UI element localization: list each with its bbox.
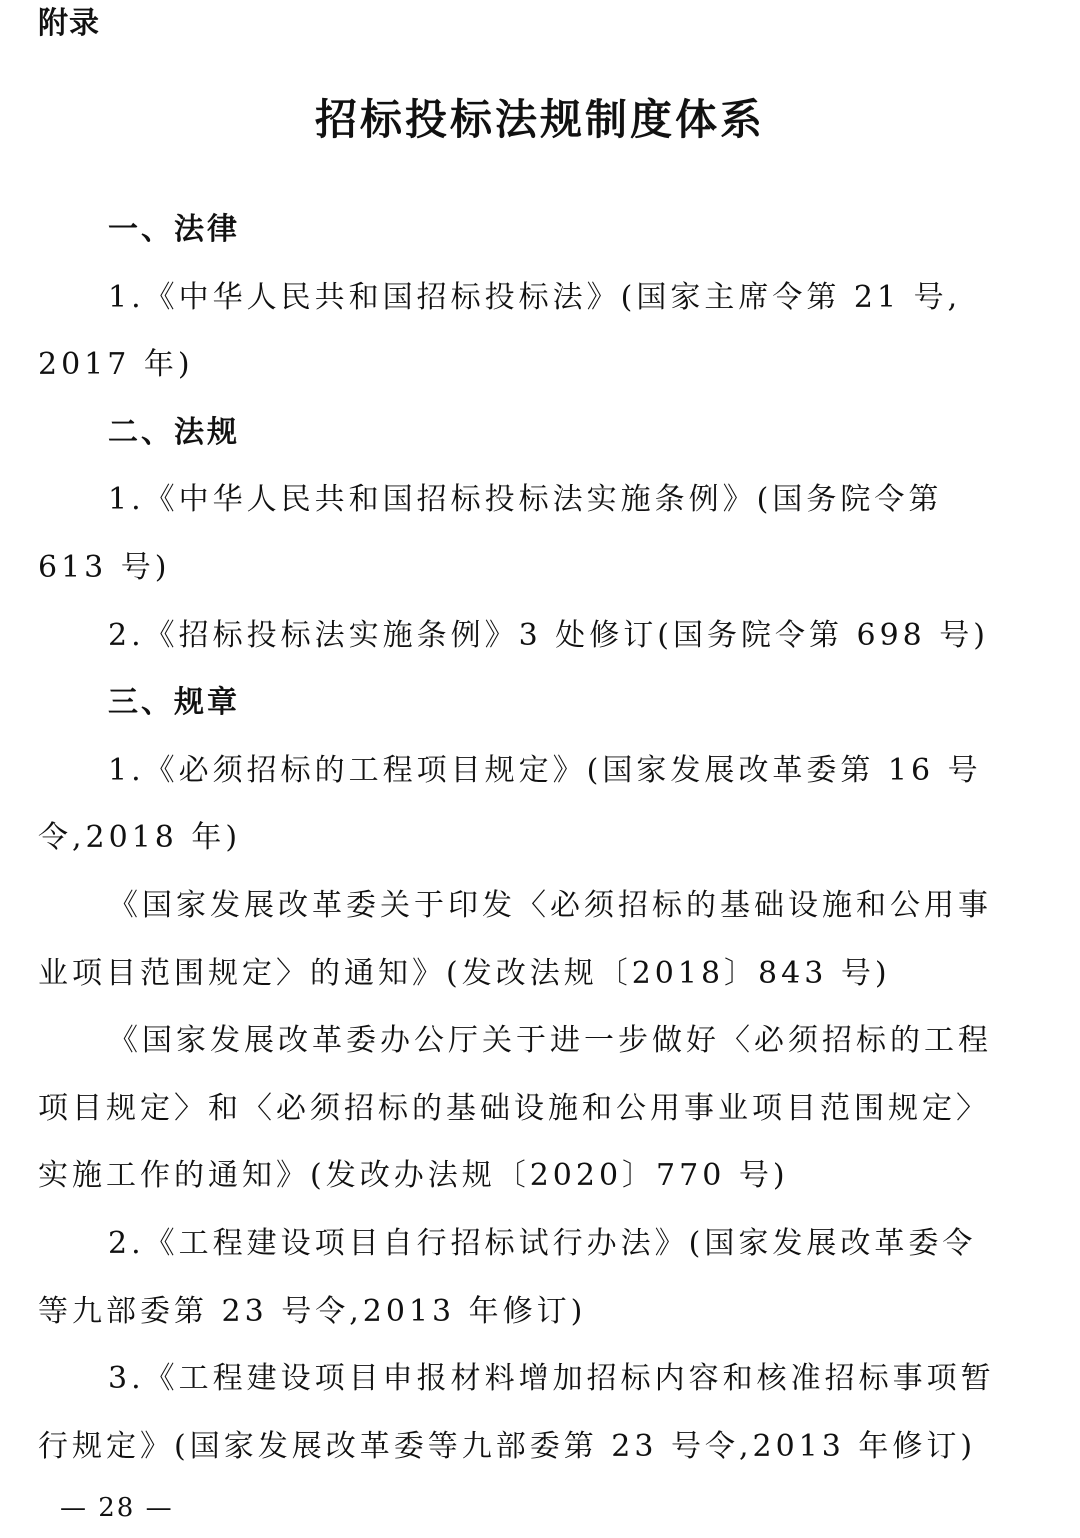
regulation-item-2-line-1: 2.《招标投标法实施条例》3 处修订(国务院令第 698 号) bbox=[108, 617, 989, 653]
section-heading-regulations: 二、法规 bbox=[108, 414, 240, 450]
rule-item-3-line-2: 行规定》(国家发展改革委等九部委第 23 号令,2013 年修订) bbox=[38, 1428, 977, 1464]
rule-notice-2-line-3: 实施工作的通知》(发改办法规〔2020〕770 号) bbox=[38, 1158, 789, 1194]
document-body bbox=[38, 196, 1048, 1480]
rule-notice-2-line-1: 《国家发展改革委办公厅关于进一步做好〈必须招标的工程 bbox=[108, 1023, 992, 1059]
rule-notice-1-line-2: 业项目范围规定〉的通知》(发改法规〔2018〕843 号) bbox=[38, 955, 891, 991]
rule-notice-1-line-1: 《国家发展改革委关于印发〈必须招标的基础设施和公用事 bbox=[108, 887, 992, 923]
rule-item-1-line-1: 1.《必须招标的工程项目规定》(国家发展改革委第 16 号 bbox=[108, 752, 982, 788]
section-heading-rules: 三、规章 bbox=[108, 685, 240, 721]
section-heading-law: 一、法律 bbox=[108, 212, 240, 247]
rule-item-1-line-2: 令,2018 年) bbox=[38, 820, 242, 856]
regulation-item-1-line-1: 1.《中华人民共和国招标投标法实施条例》(国务院令第 bbox=[108, 482, 943, 518]
law-item-1-line-1: 1.《中华人民共和国招标投标法》(国家主席令第 21 号, bbox=[108, 279, 962, 315]
rule-item-3-line-1: 3.《工程建设项目申报材料增加招标内容和核准招标事项暂 bbox=[108, 1361, 995, 1397]
appendix-label: 附录 bbox=[38, 6, 100, 41]
rule-item-2-line-1: 2.《工程建设项目自行招标试行办法》(国家发展改革委令 bbox=[108, 1225, 977, 1261]
regulation-item-1-line-2: 613 号) bbox=[38, 549, 171, 585]
page-number: — 28 — bbox=[60, 1493, 174, 1523]
rule-item-2-line-2: 等九部委第 23 号令,2013 年修订) bbox=[38, 1293, 587, 1329]
rule-notice-2-line-2: 项目规定〉和〈必须招标的基础设施和公用事业项目范围规定〉 bbox=[38, 1090, 990, 1126]
law-item-1-line-2: 2017 年) bbox=[38, 347, 194, 383]
document-title: 招标投标法规制度体系 bbox=[314, 95, 765, 144]
